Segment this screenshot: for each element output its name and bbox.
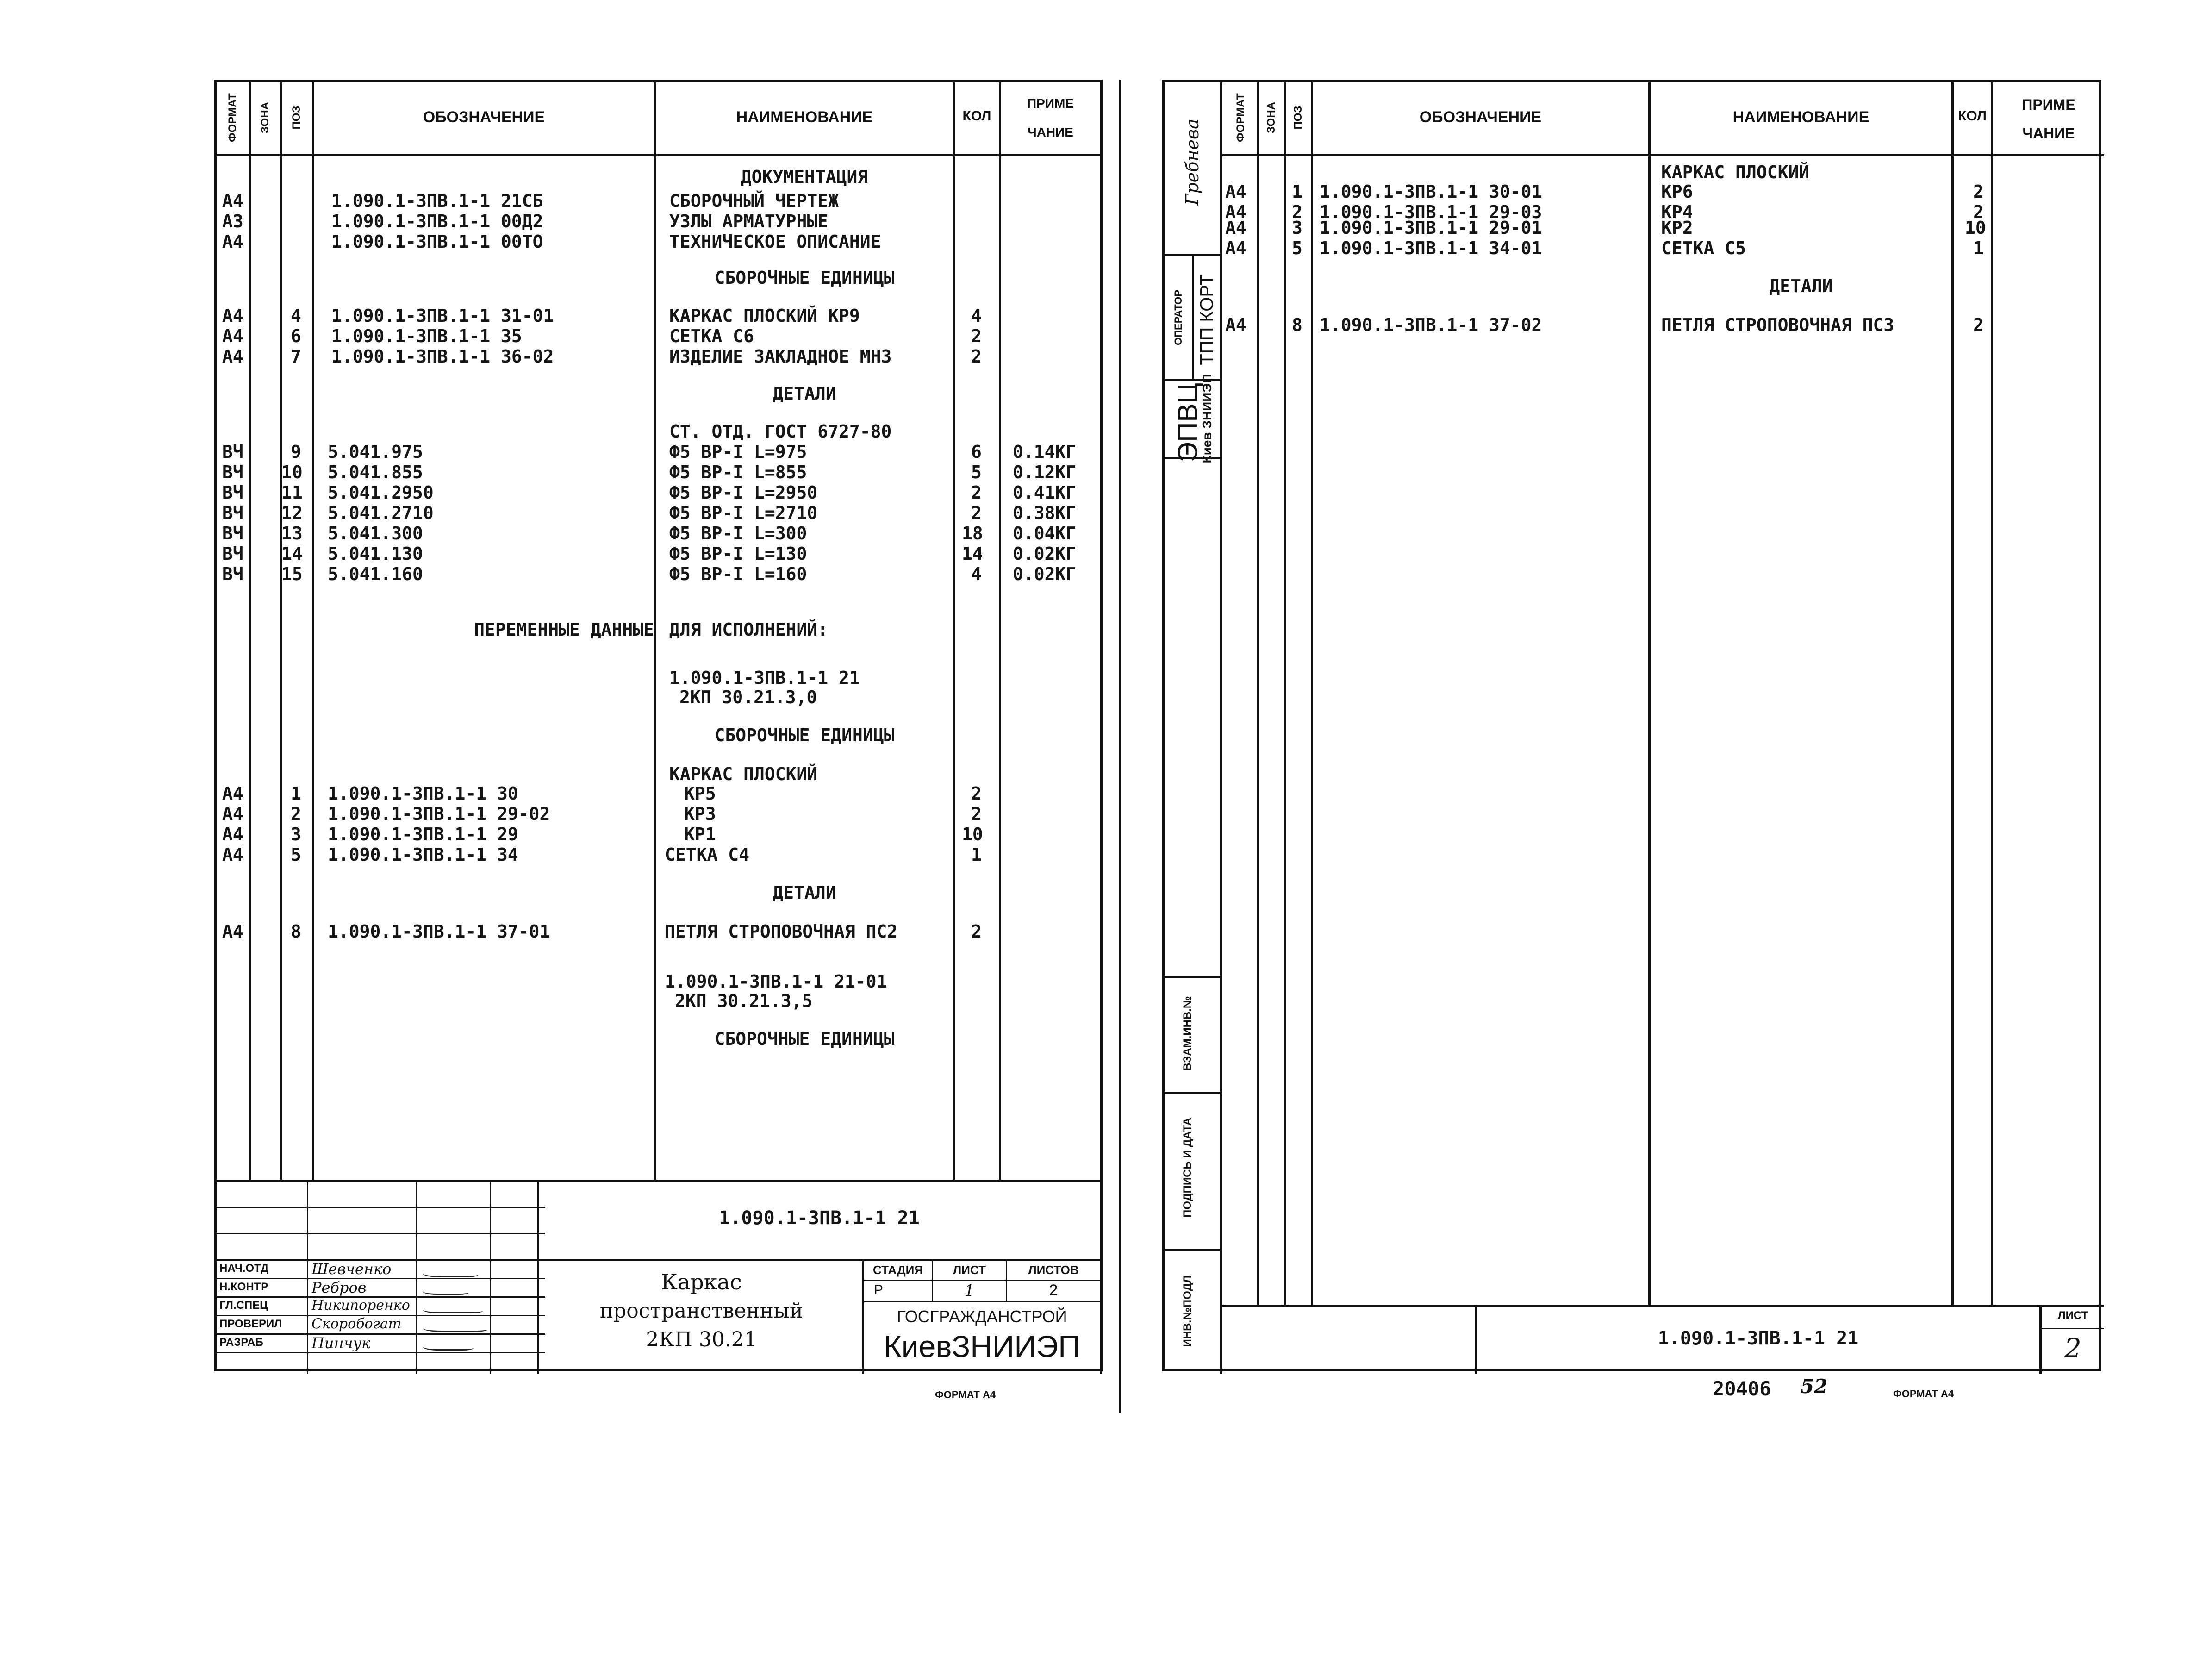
- version-2-code: 1.090.1-3ПВ.1-1 21-01: [665, 971, 887, 992]
- assy1-row-2: А4 6 1.090.1-3ПВ.1-1 35 СЕТКА С6 2: [222, 326, 982, 346]
- r-row-3: А4 3 1.090.1-3ПВ.1-1 29-01 КР2 10: [1225, 218, 1986, 238]
- r-header-note-1: ПРИМЕ: [2022, 96, 2075, 113]
- doc-row-1: А4 1.090.1-3ПВ.1-1 21СБ СБОРОЧНЫЙ ЧЕРТЕЖ: [222, 191, 839, 211]
- r-header-designation: ОБОЗНАЧЕНИЕ: [1419, 108, 1542, 126]
- right-title-code: 1.090.1-3ПВ.1-1 21: [1657, 1328, 1859, 1349]
- r-row-4: А4 5 1.090.1-3ПВ.1-1 34-01 СЕТКА С5 1: [1225, 238, 1984, 258]
- left-format-footer: ФОРМАТ А4: [935, 1389, 996, 1401]
- margin-epvc: ЭПВЦ: [1172, 383, 1203, 462]
- margin-name: Гребнева: [1182, 119, 1203, 206]
- margin-tpp: ТПП КОРТ: [1196, 274, 1217, 365]
- name-2: Ребров: [312, 1279, 367, 1296]
- signature-4: [423, 1319, 487, 1332]
- signature-1: [423, 1264, 478, 1277]
- r-header-pos: ПОЗ: [1292, 106, 1304, 130]
- version-1-mark: 2КП 30.21.3,0: [679, 687, 817, 707]
- title-line-1: Каркас: [661, 1269, 742, 1294]
- stamp-number: 20406: [1713, 1377, 1771, 1400]
- role-1: НАЧ.ОТД: [219, 1262, 269, 1275]
- r-frame-flat: КАРКАС ПЛОСКИЙ: [1661, 162, 1810, 182]
- section-assembly-1: СБОРОЧНЫЕ ЕДИНИЦЫ: [714, 268, 895, 288]
- org-institute: КиевЗНИИЭП: [884, 1329, 1080, 1363]
- right-sheet-value: 2: [2064, 1332, 2081, 1364]
- signature-2: [423, 1282, 469, 1295]
- margin-inv-orig: ИНВ.№ПОДЛ: [1181, 1275, 1194, 1347]
- name-4: Скоробогат: [312, 1316, 402, 1332]
- right-format-footer: ФОРМАТ А4: [1893, 1388, 1954, 1400]
- r-det-row: А4 8 1.090.1-3ПВ.1-1 37-02 ПЕТЛЯ СТРОПОВОЧНАЯ ПС3 2: [1225, 315, 1984, 335]
- version-1-code: 1.090.1-3ПВ.1-1 21: [669, 668, 860, 688]
- role-4: ПРОВЕРИЛ: [219, 1318, 282, 1330]
- header-name: НАИМЕНОВАНИЕ: [736, 108, 873, 126]
- section-variable-data: ПЕРЕМЕННЫЕ ДАННЫЕ: [474, 619, 654, 640]
- steel-heading: СТ. ОТД. ГОСТ 6727-80: [669, 421, 892, 442]
- name-1: Шевченко: [312, 1260, 392, 1278]
- det2-row: А4 8 1.090.1-3ПВ.1-1 37-01 ПЕТЛЯ СТРОПОВОЧНАЯ ПС2 2: [222, 921, 982, 942]
- header-format: ФОРМАТ: [226, 93, 239, 142]
- detail-row-7: ВЧ 15 5.041.160 Ф5 ВР-I L=160 4 0.02КГ: [222, 564, 1077, 584]
- r-row-2: А4 2 1.090.1-3ПВ.1-1 29-03 КР4 2: [1225, 202, 1984, 222]
- signature-3: [423, 1301, 483, 1313]
- assy2-row-1: А4 1 1.090.1-3ПВ.1-1 30 КР5 2: [222, 783, 982, 804]
- section-documentation: ДОКУМЕНТАЦИЯ: [741, 167, 868, 187]
- header-note-2: ЧАНИЕ: [1028, 125, 1073, 139]
- detail-row-1: ВЧ 9 5.041.975 Ф5 ВР-I L=975 6 0.14КГ: [222, 442, 1077, 462]
- section-assembly-3: СБОРОЧНЫЕ ЕДИНИЦЫ: [714, 1029, 895, 1049]
- r-header-note-2: ЧАНИЕ: [2022, 125, 2075, 142]
- detail-row-4: ВЧ 12 5.041.2710 Ф5 ВР-I L=2710 2 0.38КГ: [222, 503, 1077, 523]
- doc-row-3: А4 1.090.1-3ПВ.1-1 00ТО ТЕХНИЧЕСКОЕ ОПИСАНИЕ: [222, 231, 881, 252]
- r-header-zone: ЗОНА: [1265, 101, 1277, 134]
- right-spec-body: [1222, 156, 2104, 1305]
- header-designation: ОБОЗНАЧЕНИЕ: [423, 108, 545, 126]
- r-header-format: ФОРМАТ: [1234, 93, 1247, 142]
- detail-row-5: ВЧ 13 5.041.300 Ф5 ВР-I L=300 18 0.04КГ: [222, 523, 1077, 544]
- sheets-label: ЛИСТОВ: [1028, 1263, 1079, 1277]
- r-header-name: НАИМЕНОВАНИЕ: [1732, 108, 1869, 126]
- margin-inv-repl: ВЗАМ.ИНВ.№: [1181, 996, 1194, 1071]
- r-row-1: А4 1 1.090.1-3ПВ.1-1 30-01 КР6 2: [1225, 181, 1984, 202]
- section-details-2: ДЕТАЛИ: [773, 882, 836, 903]
- detail-row-3: ВЧ 11 5.041.2950 Ф5 ВР-I L=2950 2 0.41КГ: [222, 482, 1077, 503]
- section-details-1: ДЕТАЛИ: [773, 383, 836, 404]
- margin-sign-date: ПОДПИСЬ И ДАТА: [1181, 1117, 1194, 1218]
- right-sheet: [1162, 80, 2101, 1371]
- assy1-row-3: А4 7 1.090.1-3ПВ.1-1 36-02 ИЗДЕЛИЕ ЗАКЛАДНОЕ МН3 2: [222, 346, 982, 367]
- name-5: Пинчук: [312, 1334, 371, 1352]
- r-section-details: ДЕТАЛИ: [1769, 276, 1833, 296]
- header-note-1: ПРИМЕ: [1027, 96, 1074, 111]
- signature-5: [423, 1338, 474, 1351]
- doc-row-2: А3 1.090.1-3ПВ.1-1 00Д2 УЗЛЫ АРМАТУРНЫЕ: [222, 211, 829, 231]
- version-2-mark: 2КП 30.21.3,5: [675, 991, 813, 1011]
- frame-flat-label: КАРКАС ПЛОСКИЙ: [669, 764, 818, 784]
- left-title-code: 1.090.1-3ПВ.1-1 21: [719, 1207, 920, 1229]
- center-divider: [1119, 80, 1121, 1413]
- stage-label: СТАДИЯ: [872, 1263, 923, 1277]
- assy2-row-2: А4 2 1.090.1-3ПВ.1-1 29-02 КР3 2: [222, 804, 982, 824]
- r-header-qty: КОЛ: [1958, 108, 1987, 124]
- title-line-2: пространственный: [599, 1299, 804, 1323]
- role-3: ГЛ.СПЕЦ: [219, 1299, 268, 1312]
- detail-row-6: ВЧ 14 5.041.130 Ф5 ВР-I L=130 14 0.02КГ: [222, 544, 1077, 564]
- margin-operator: ОПЕРАТОР: [1172, 290, 1184, 345]
- title-line-3: 2КП 30.21: [646, 1328, 757, 1351]
- assy2-row-3: А4 3 1.090.1-3ПВ.1-1 29 КР1 10: [222, 824, 983, 844]
- org-name: ГОСГРАЖДАНСТРОЙ: [897, 1307, 1067, 1326]
- header-zone: ЗОНА: [259, 101, 271, 134]
- header-qty: КОЛ: [962, 108, 991, 124]
- role-5: РАЗРАБ: [219, 1336, 263, 1349]
- section-assembly-2: СБОРОЧНЫЕ ЕДИНИЦЫ: [714, 725, 895, 745]
- left-spec-body: [217, 156, 1100, 1180]
- role-2: Н.КОНТР: [219, 1281, 268, 1293]
- assy1-row-1: А4 4 1.090.1-3ПВ.1-1 31-01 КАРКАС ПЛОСКИЙ КР9 4: [222, 306, 982, 326]
- sheet-value: 1: [964, 1282, 975, 1300]
- left-sheet: [214, 80, 1103, 1371]
- for-versions: ДЛЯ ИСПОЛНЕНИЙ:: [669, 619, 829, 640]
- name-3: Никипоренко: [312, 1297, 410, 1313]
- right-sheet-label: ЛИСТ: [2057, 1309, 2088, 1322]
- stage-value: Р: [874, 1282, 884, 1298]
- detail-row-2: ВЧ 10 5.041.855 Ф5 ВР-I L=855 5 0.12КГ: [222, 462, 1077, 482]
- sheets-value: 2: [1049, 1282, 1058, 1299]
- sheet-label: ЛИСТ: [953, 1263, 986, 1277]
- header-pos: ПОЗ: [290, 106, 303, 130]
- margin-kiev: Киев ЗНИИЭП: [1200, 374, 1214, 463]
- stamp-page: 52: [1801, 1375, 1828, 1398]
- assy2-row-4: А4 5 1.090.1-3ПВ.1-1 34 СЕТКА С4 1: [222, 844, 982, 865]
